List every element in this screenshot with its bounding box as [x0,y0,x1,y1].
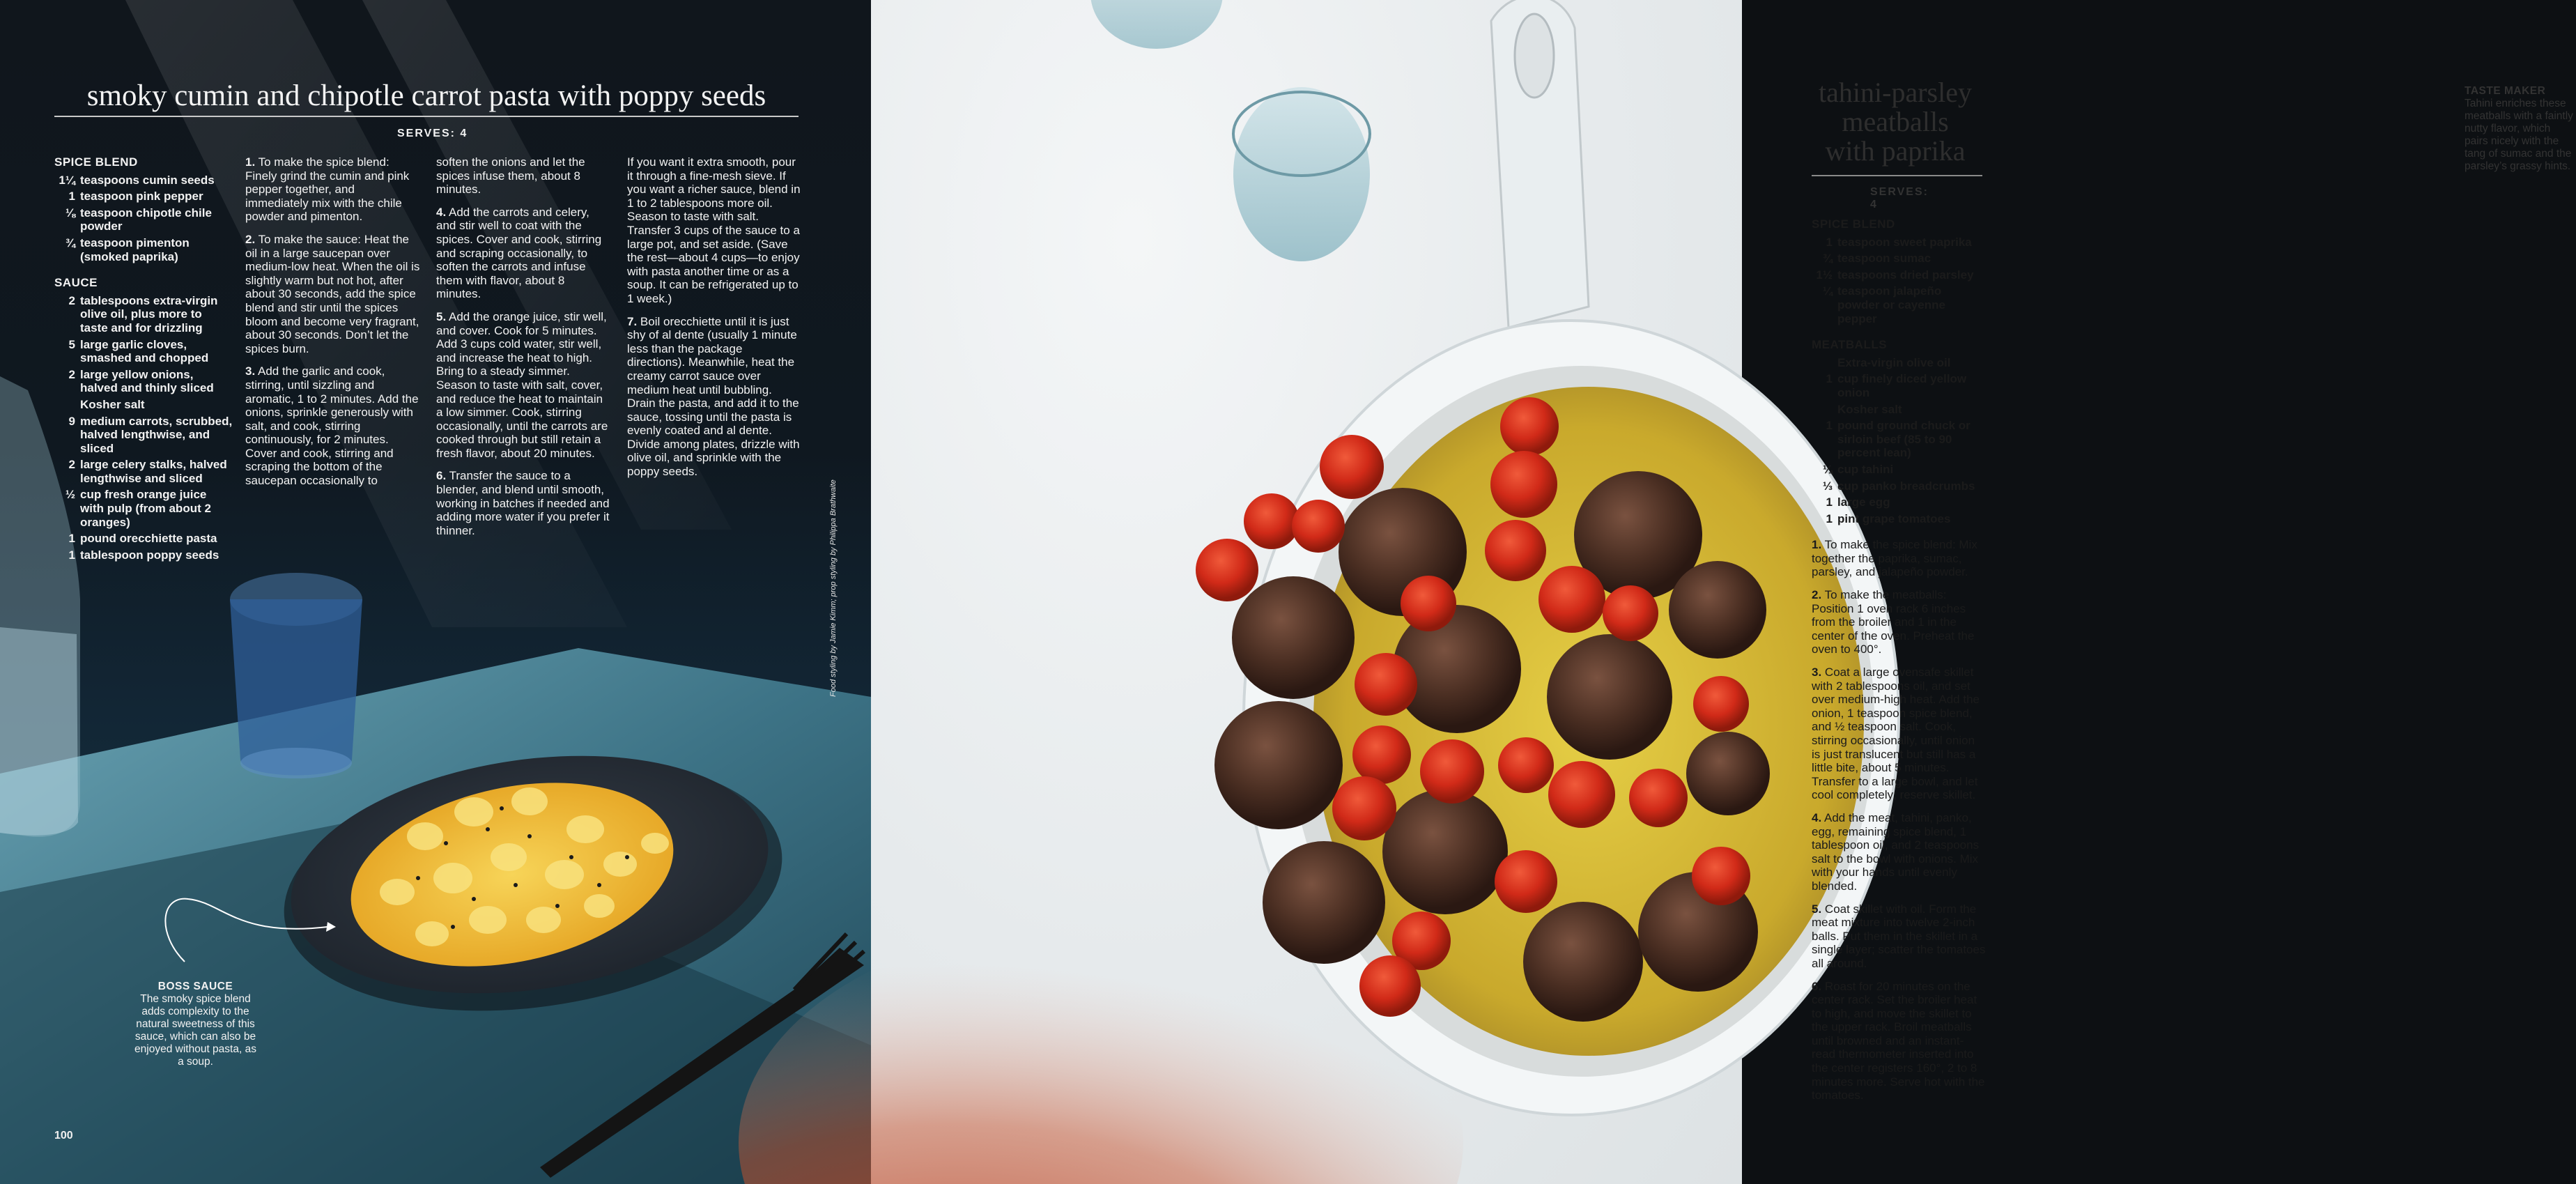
ingredient-item [54,458,233,485]
ingredient-quantity: ¼ [1822,284,1833,298]
ingredient-item [54,338,233,365]
recipe-step [627,155,801,306]
ingredient-quantity: 1 [1826,512,1833,525]
taste-maker-callout [2465,85,2576,173]
ingredients-column [1812,217,1986,1112]
sauce-list [54,294,233,562]
handle-hole [1515,14,1554,98]
recipe-step [436,469,610,537]
recipe-step [245,233,421,355]
recipe-step [1812,811,1986,893]
ingredient-item [1812,372,1986,399]
ingredient-quantity: ⅛ [65,206,75,220]
step-number: 2. [1812,588,1822,602]
ingredient-text: large celery stalks, halved lengthwise and sliced [80,458,227,485]
step-text: Add the garlic and cook, stirring, until sizzling and aromatic, 1 to 2 minutes. Add the onions, sprinkle generously with salt, and cook, stirring continuously, for 2 minutes. Cover and cook, stirring and scraping the bottom of the saucepan occasionally to [245,364,419,488]
recipe-step [436,310,610,461]
ingredient-text: teaspoons dried parsley [1837,268,1974,282]
ingredient-item [54,368,233,395]
recipe-step [436,206,610,301]
step-number: 2. [245,232,256,246]
serves-label: SERVES: 4 [1870,186,1929,210]
title-rule [54,116,799,117]
ingredient-item [54,415,233,456]
ingredient-quantity [1812,403,1837,417]
water-glass-top [1090,0,1223,49]
ingredient-quantity: 2 [68,367,75,381]
step-number: 1. [1812,538,1822,552]
ingredient-quantity: ¾ [1822,252,1833,266]
ingredient-quantity: 1 [1826,419,1833,433]
step-number: 6. [1812,979,1822,993]
recipe-step [627,315,801,479]
meatballs-heading: MEATBALLS [1812,338,1888,352]
recipe-title [1777,78,2014,166]
ingredient-quantity: 1 [68,532,75,546]
ingredient-text: large garlic cloves, smashed and chopped [80,337,209,365]
ingredient-quantity: 1¼ [59,173,75,187]
ingredient-item [1812,512,1986,526]
ingredient-quantity: 1 [68,548,75,562]
sauce-heading: SAUCE [54,276,98,290]
ingredient-text: Extra-virgin olive oil [1837,355,1951,369]
ingredient-text: teaspoon sumac [1837,252,1931,266]
ingredient-item [54,532,233,546]
ingredient-text: Kosher salt [80,397,145,411]
ingredient-text: pint grape tomatoes [1837,512,1951,525]
step-text: Add the orange juice, stir well, and cover. Cook for 5 minutes. Add 3 cups cold water, stir well, and increase the heat to high. Bring to a steady simmer. Season to taste with salt, cover, and reduce the heat to maintain a low simmer. Cook, stirring occasionally, until the carrots are cooked through but still retain a fresh flavor, about 20 minutes. [436,309,608,460]
recipe-step [1812,538,1986,579]
meatball-photo [871,0,1742,1184]
ingredient-quantity [54,398,80,412]
ingredient-item [1812,356,1986,370]
ingredient-quantity: 1½ [1816,268,1833,282]
recipe-title: smoky cumin and chipotle carrot pasta with poppy seeds [86,79,766,112]
ingredient-text: large yellow onions, halved and thinly sliced [80,367,214,395]
step-number: 1. [245,155,256,169]
callout-heading: TASTE MAKER [2465,85,2546,97]
ingredient-text: teaspoon pimenton (smoked paprika) [80,236,190,263]
step-text: Add the carrots and celery, and stir well to coat with the spices. Cover and cook, stirring and scraping occasionally, to soften the carrots and infuse them with flavor, about 8 minutes. [436,205,602,301]
ingredient-text: teaspoon jalapeño powder or cayenne pepper [1837,284,1945,325]
step-text: Add the meat, tahini, panko, egg, remaining spice blend, 1 tablespoon oil, and 2 teaspoons salt to the bowl with onions. Mix with your hands until evenly blended. [1812,810,1980,893]
ingredient-quantity: ¼ [1822,462,1833,476]
step-number: 5. [436,309,447,323]
boss-sauce-callout [131,981,260,1068]
step-text: To make the spice blend: Finely grind the cumin and pink pepper together, and immediately mix with the chile powder and pimenton. [245,155,410,224]
spice-blend-heading: SPICE BLEND [1812,217,1895,231]
ingredient-item [54,548,233,562]
step-text: Coat skillet with oil. Form the meat mixture into twelve 2-inch balls. Put them in the skillet in a single layer; scatter the tomatoes all around. [1812,902,1986,970]
ingredient-quantity: 9 [68,414,75,428]
ingredient-text: pound ground chuck or sirloin beef (85 to 90 percent lean) [1837,419,1970,460]
step-text: Transfer the sauce to a blender, and blend until smooth, working in batches if needed and adding more water if you prefer it thinner. [436,469,610,537]
ingredient-quantity: 1 [1826,235,1833,249]
ingredient-text: teaspoon sweet paprika [1837,235,1972,249]
title-line-3: with paprika [1825,135,1966,167]
ingredient-text: cup tahini [1837,462,1894,476]
ingredient-text: cup fresh orange juice with pulp (from about 2 oranges) [80,488,211,529]
ingredient-item [1812,252,1986,266]
ingredient-quantity: 2 [68,293,75,307]
ingredient-quantity: 2 [68,458,75,472]
step-number: 5. [1812,902,1822,916]
recipe-step [1812,588,1986,656]
recipe-step [436,155,610,197]
ingredient-item [54,488,233,529]
ingredient-quantity [1812,356,1837,370]
ingredient-item [1812,479,1986,493]
right-page [871,0,2573,1184]
serves-label: SERVES: 4 [397,128,468,139]
ingredient-text: pound orecchiette pasta [80,532,217,546]
recipe-step [245,364,421,487]
spice-blend-heading: SPICE BLEND [54,155,138,169]
ingredient-text: cup finely diced yellow onion [1837,372,1967,399]
ingredient-text: cup panko breadcrumbs [1837,479,1975,493]
recipe-step [1812,666,1986,802]
step-number: 7. [627,314,638,328]
ingredient-item [1812,463,1986,477]
title-line-2: meatballs [1842,106,1949,137]
ingredient-item [54,398,233,412]
ingredient-item [54,206,233,233]
spice-blend-list [1812,236,1986,326]
step-number: 3. [1812,666,1822,679]
carafe-water [0,627,78,836]
step-text: Boil orecchiette until it is just shy of al dente (usually 1 minute less than the package directions). Meanwhile, heat the creamy carrot sauce over medium heat until bubbling. Drain the pasta, and add it to the sauce, tossing until the pasta is evenly coated and al dente. Divide among plates, drizzle with olive oil, and sprinkle with the poppy seeds. [627,314,800,479]
page-number: 100 [54,1130,73,1141]
step-number: 6. [436,469,447,483]
step-text: If you want it extra smooth, pour it through a fine-mesh sieve. If you want a richer sauce, blend in 1 to 2 tablespoons more oil. Season to taste with salt. Transfer 3 cups of the sauce to a large pot, and set aside. (Save the rest—about 4 cups—to enjoy with pasta another time or as a soup. It can be refrigerated up to 1 week.) [627,155,801,305]
ingredient-item [1812,403,1986,417]
ingredient-item [54,294,233,335]
spice-blend-list [54,174,233,264]
step-text: Coat a large ovensafe skillet with 2 tablespoons oil, and set over medium-high heat. Add the onion, 1 teaspoon spice blend, and ½ teaspoon salt. Cook, stirring occasionally, until onion is just translucent but still has a little bite, about 5 minutes. Transfer to a large bowl, and let cool completely; reserve skillet. [1812,666,1980,802]
steps-column-2 [436,155,610,546]
photo-credit: Food styling by Jamie Kimm; prop styling by Philippa Brathwaite [829,479,838,697]
ingredient-quantity: 1 [1826,495,1833,509]
ingredient-item [1812,284,1986,325]
ingredient-text: Kosher salt [1837,402,1902,416]
step-text: Roast for 20 minutes on the center rack. Set the broiler heat to high, and move the skillet to the upper rack. Broil meatballs until browned and an instant-read thermometer inserted into the center registers 160°, 2 to 8 minutes more. Serve hot with the tomatoes. [1812,979,1985,1102]
step-text: To make the meatballs: Position 1 oven rack 6 inches from the broiler and 1 in the center of the oven. Preheat the oven to 400°. [1812,588,1975,656]
ingredient-item [1812,495,1986,509]
steps-list [1812,538,1986,1102]
step-text: To make the spice blend: Mix together the paprika, sumac, parsley, and jalapeño powder. [1812,538,1977,579]
callout-heading: BOSS SAUCE [157,981,233,992]
ingredient-quantity: ¾ [65,236,75,249]
ingredient-item [1812,268,1986,282]
ingredient-text: teaspoon pink pepper [80,190,203,203]
callout-text: Tahini enriches these meatballs with a faintly nutty flavor, which pairs nicely with the tang of sumac and the parsley’s grassy hints. [2465,98,2573,172]
ingredient-text: teaspoons cumin seeds [80,173,215,187]
ingredient-text: tablespoon poppy seeds [80,548,219,562]
callout-text: The smoky spice blend adds complexity to the natural sweetness of this sauce, which can also be enjoyed without pasta, as a soup. [134,993,256,1068]
ingredient-text: teaspoon chipotle chile powder [80,206,212,233]
ingredients-column [54,155,233,564]
ingredient-quantity: ⅓ [1822,479,1833,493]
step-number: 4. [1812,810,1822,824]
ingredient-quantity: ½ [65,488,75,502]
ingredient-item [1812,236,1986,249]
ingredient-quantity: 1 [1826,372,1833,386]
ingredient-item [54,236,233,263]
ingredient-text: large egg [1837,495,1890,509]
steps-column-3 [627,155,801,488]
ingredient-text: medium carrots, scrubbed, halved lengthwise, and sliced [80,414,233,455]
step-number: 4. [436,205,447,219]
ingredient-item [54,174,233,187]
step-text: soften the onions and let the spices infuse them, about 8 minutes. [436,155,585,197]
title-rule [1812,175,1982,176]
left-page [0,0,871,1184]
ingredient-item [54,190,233,203]
ingredient-quantity: 1 [68,190,75,203]
ingredient-item [1812,419,1986,460]
step-text: To make the sauce: Heat the oil in a large saucepan over medium-low heat. When the oil is slightly warm but not hot, after about 30 seconds, add the spice blend and stir until the spices bloom and become very fragrant, about 30 seconds. Don’t let the spices burn. [245,232,420,355]
step-number: 3. [245,364,256,378]
meatballs-list [1812,356,1986,526]
recipe-step [1812,980,1986,1102]
ingredient-text: tablespoons extra-virgin olive oil, plus more to taste and for drizzling [80,293,218,335]
title-line-1: tahini-parsley [1819,77,1972,108]
steps-column-1 [245,155,421,497]
recipe-step [1812,902,1986,971]
glass-base [240,748,352,778]
recipe-step [245,155,421,224]
ingredient-quantity: 5 [68,337,75,351]
